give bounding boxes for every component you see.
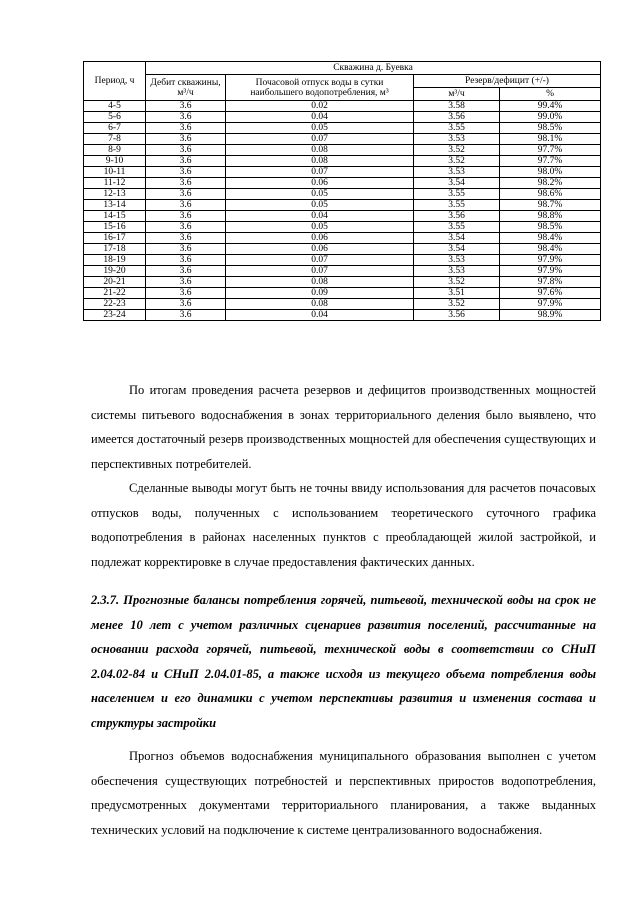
section-heading-2-3-7: 2.3.7. Прогнозные балансы потребления горячей, питьевой, технической воды на срок не менее 10 лет с учетом различных сценариев развития поселений, рассчитанные на основании расхода горячей, питьевой, технической воды в соответствии со СНиП 2.04.02-84 и СНиП 2.04.01-85, а также исходя из текущего объема потребления воды населением и его динамики с учетом перспективы развития и изменения состава и структуры застройки [91, 593, 596, 730]
table-body [84, 101, 601, 321]
cell-period: 13-14 [84, 200, 146, 211]
cell-reserve-pct: 97.9% [500, 299, 601, 310]
cell-reserve-pct: 99.0% [500, 112, 601, 123]
cell-debit: 3.6 [146, 255, 226, 266]
table-row [84, 288, 601, 299]
cell-reserve-m3: 3.55 [414, 189, 500, 200]
table-row [84, 134, 601, 145]
cell-debit: 3.6 [146, 200, 226, 211]
header-hourly-output: Почасовой отпуск воды в сутки наибольшего водопотребления, м³ [226, 75, 414, 101]
cell-debit: 3.6 [146, 145, 226, 156]
cell-reserve-pct: 98.6% [500, 189, 601, 200]
cell-reserve-pct: 97.7% [500, 156, 601, 167]
cell-hourly-output: 0.04 [226, 211, 414, 222]
cell-debit: 3.6 [146, 310, 226, 321]
cell-period: 4-5 [84, 101, 146, 112]
cell-debit: 3.6 [146, 233, 226, 244]
cell-reserve-m3: 3.51 [414, 288, 500, 299]
cell-hourly-output: 0.02 [226, 101, 414, 112]
header-reserve-m3: м³/ч [414, 88, 500, 101]
cell-reserve-pct: 97.9% [500, 266, 601, 277]
cell-reserve-m3: 3.56 [414, 112, 500, 123]
cell-period: 12-13 [84, 189, 146, 200]
cell-reserve-m3: 3.52 [414, 156, 500, 167]
table-row [84, 145, 601, 156]
cell-reserve-pct: 97.8% [500, 277, 601, 288]
table-row [84, 189, 601, 200]
header-period: Период, ч [84, 62, 146, 101]
cell-period: 22-23 [84, 299, 146, 310]
table-row [84, 178, 601, 189]
cell-reserve-pct: 98.5% [500, 123, 601, 134]
cell-debit: 3.6 [146, 178, 226, 189]
cell-reserve-pct: 98.8% [500, 211, 601, 222]
cell-debit: 3.6 [146, 222, 226, 233]
cell-reserve-pct: 98.4% [500, 233, 601, 244]
cell-debit: 3.6 [146, 299, 226, 310]
table-row [84, 222, 601, 233]
cell-hourly-output: 0.08 [226, 156, 414, 167]
cell-debit: 3.6 [146, 156, 226, 167]
cell-reserve-m3: 3.52 [414, 299, 500, 310]
cell-reserve-m3: 3.53 [414, 255, 500, 266]
table-row [84, 101, 601, 112]
cell-reserve-m3: 3.55 [414, 200, 500, 211]
cell-reserve-pct: 98.1% [500, 134, 601, 145]
cell-reserve-m3: 3.58 [414, 101, 500, 112]
table-row [84, 233, 601, 244]
cell-hourly-output: 0.09 [226, 288, 414, 299]
cell-hourly-output: 0.05 [226, 123, 414, 134]
cell-debit: 3.6 [146, 167, 226, 178]
header-well: Скважина д. Буевка [146, 62, 601, 75]
cell-period: 5-6 [84, 112, 146, 123]
cell-reserve-m3: 3.53 [414, 167, 500, 178]
cell-reserve-m3: 3.56 [414, 211, 500, 222]
cell-hourly-output: 0.06 [226, 178, 414, 189]
cell-reserve-m3: 3.54 [414, 178, 500, 189]
cell-hourly-output: 0.05 [226, 200, 414, 211]
cell-reserve-pct: 98.9% [500, 310, 601, 321]
cell-period: 18-19 [84, 255, 146, 266]
cell-period: 14-15 [84, 211, 146, 222]
cell-reserve-m3: 3.55 [414, 123, 500, 134]
cell-reserve-m3: 3.56 [414, 310, 500, 321]
water-reserve-table [83, 61, 601, 321]
cell-hourly-output: 0.05 [226, 189, 414, 200]
cell-debit: 3.6 [146, 266, 226, 277]
cell-period: 17-18 [84, 244, 146, 255]
paragraph-reserves: По итогам проведения расчета резервов и дефицитов производственных мощностей системы питьевого водоснабжения в зонах территориального деления было выявлено, что имеется достаточный резерв производственных мощностей для обеспечения существующих и перспективных потребителей. [91, 383, 596, 471]
cell-debit: 3.6 [146, 112, 226, 123]
cell-period: 21-22 [84, 288, 146, 299]
cell-period: 16-17 [84, 233, 146, 244]
cell-hourly-output: 0.06 [226, 244, 414, 255]
paragraph-forecast: Прогноз объемов водоснабжения муниципального образования выполнен с учетом обеспечения существующих потребностей и перспективных приростов водопотребления, предусмотренных документами территориального планирования, а также выданных технических условий на подключение к системе централизованного водоснабжения. [91, 749, 596, 837]
cell-debit: 3.6 [146, 123, 226, 134]
header-debit-unit: м³/ч [177, 87, 194, 98]
cell-hourly-output: 0.07 [226, 255, 414, 266]
cell-period: 9-10 [84, 156, 146, 167]
table-row [84, 266, 601, 277]
table-row [84, 277, 601, 288]
cell-reserve-pct: 98.7% [500, 200, 601, 211]
cell-reserve-m3: 3.53 [414, 266, 500, 277]
cell-hourly-output: 0.05 [226, 222, 414, 233]
cell-hourly-output: 0.08 [226, 277, 414, 288]
cell-reserve-pct: 97.6% [500, 288, 601, 299]
cell-reserve-m3: 3.55 [414, 222, 500, 233]
table-row [84, 167, 601, 178]
cell-reserve-pct: 99.4% [500, 101, 601, 112]
cell-period: 6-7 [84, 123, 146, 134]
cell-reserve-m3: 3.54 [414, 244, 500, 255]
cell-reserve-pct: 98.4% [500, 244, 601, 255]
cell-debit: 3.6 [146, 189, 226, 200]
cell-reserve-pct: 97.7% [500, 145, 601, 156]
cell-hourly-output: 0.08 [226, 299, 414, 310]
cell-hourly-output: 0.04 [226, 112, 414, 123]
table-row [84, 299, 601, 310]
paragraph-conclusions: Сделанные выводы могут быть не точны ввиду использования для расчетов почасовых отпусков воды, полученных с использованием теоретического суточного графика водопотребления в районах населенных пунктов с преобладающей жилой застройкой, и подлежат корректировке в случае предоставления фактических данных. [91, 481, 596, 569]
header-reserve-pct: % [500, 88, 601, 101]
cell-hourly-output: 0.06 [226, 233, 414, 244]
cell-hourly-output: 0.07 [226, 266, 414, 277]
cell-debit: 3.6 [146, 288, 226, 299]
cell-reserve-pct: 98.2% [500, 178, 601, 189]
header-debit [146, 75, 226, 101]
cell-period: 10-11 [84, 167, 146, 178]
cell-debit: 3.6 [146, 277, 226, 288]
cell-debit: 3.6 [146, 211, 226, 222]
table-row [84, 200, 601, 211]
table-row [84, 156, 601, 167]
cell-reserve-pct: 98.0% [500, 167, 601, 178]
cell-debit: 3.6 [146, 244, 226, 255]
table-row [84, 112, 601, 123]
table-row [84, 123, 601, 134]
header-debit-label: Дебит скважины, [150, 77, 221, 88]
table-row [84, 255, 601, 266]
cell-hourly-output: 0.07 [226, 134, 414, 145]
cell-period: 8-9 [84, 145, 146, 156]
cell-period: 7-8 [84, 134, 146, 145]
cell-reserve-m3: 3.52 [414, 277, 500, 288]
cell-debit: 3.6 [146, 134, 226, 145]
cell-reserve-m3: 3.52 [414, 145, 500, 156]
cell-reserve-m3: 3.53 [414, 134, 500, 145]
table-row [84, 211, 601, 222]
cell-period: 11-12 [84, 178, 146, 189]
cell-hourly-output: 0.04 [226, 310, 414, 321]
cell-hourly-output: 0.07 [226, 167, 414, 178]
cell-debit: 3.6 [146, 101, 226, 112]
cell-period: 20-21 [84, 277, 146, 288]
cell-hourly-output: 0.08 [226, 145, 414, 156]
cell-period: 15-16 [84, 222, 146, 233]
header-reserve: Резерв/дефицит (+/-) [414, 75, 601, 88]
cell-period: 23-24 [84, 310, 146, 321]
table-row [84, 244, 601, 255]
cell-reserve-pct: 97.9% [500, 255, 601, 266]
cell-reserve-m3: 3.54 [414, 233, 500, 244]
cell-reserve-pct: 98.5% [500, 222, 601, 233]
table-row [84, 310, 601, 321]
cell-period: 19-20 [84, 266, 146, 277]
